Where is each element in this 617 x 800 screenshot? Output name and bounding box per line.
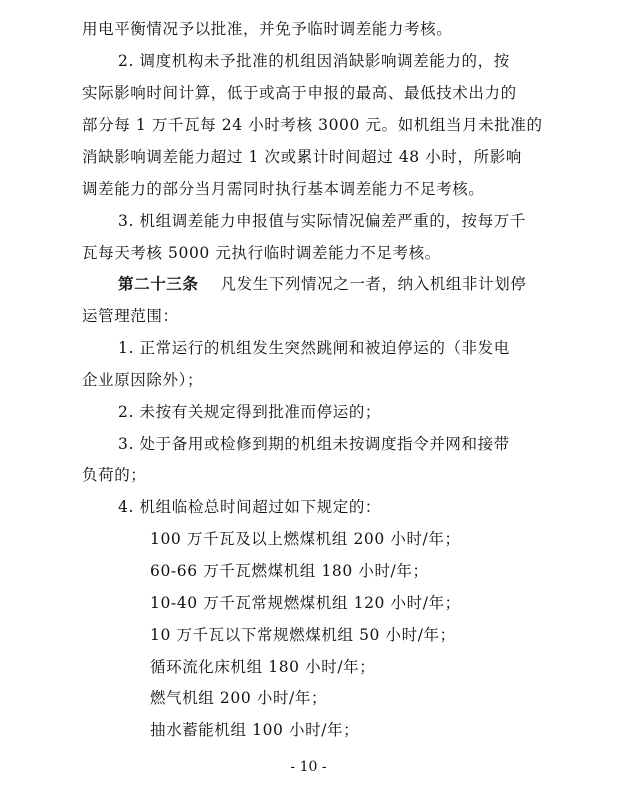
sub-item: 100 万千瓦及以上燃煤机组 200 小时/年；: [150, 530, 461, 548]
page-number: - 10 -: [290, 759, 327, 775]
article-line: [118, 274, 526, 294]
list-item: 3. 处于备用或检修到期的机组未按调度指令并网和接带: [118, 435, 510, 453]
list-item: 1. 正常运行的机组发生突然跳闸和被迫停运的（非发电: [118, 339, 510, 357]
sub-item: 循环流化床机组 180 小时/年；: [150, 658, 376, 676]
sub-item: 10 万千瓦以下常规燃煤机组 50 小时/年；: [150, 626, 456, 644]
paragraph-line: 负荷的；: [82, 466, 147, 484]
article-heading: 第二十三条: [118, 274, 199, 293]
paragraph-line: 企业原因除外）；: [82, 371, 204, 389]
paragraph-line: 部分每 1 万千瓦每 24 小时考核 3000 元。如机组当月未批准的: [82, 116, 543, 134]
paragraph-line: 运管理范围：: [82, 307, 179, 325]
paragraph-line: 2. 调度机构未予批准的机组因消缺影响调差能力的，按: [118, 52, 510, 70]
paragraph-line: 实际影响时间计算，低于或高于申报的最高、最低技术出力的: [82, 84, 517, 102]
paragraph-line: 瓦每天考核 5000 元执行临时调差能力不足考核。: [82, 244, 441, 262]
sub-item: 10-40 万千瓦常规燃煤机组 120 小时/年；: [150, 594, 461, 612]
sub-item: 燃气机组 200 小时/年；: [150, 689, 328, 707]
list-item: 2. 未按有关规定得到批准而停运的；: [118, 403, 382, 421]
sub-item: 60-66 万千瓦燃煤机组 180 小时/年；: [150, 562, 429, 580]
paragraph-line: 调差能力的部分当月需同时执行基本调差能力不足考核。: [82, 180, 485, 198]
article-text: 凡发生下列情况之一者，纳入机组非计划停: [220, 275, 527, 293]
list-item: 4. 机组临检总时间超过如下规定的：: [118, 498, 382, 516]
paragraph-line: 消缺影响调差能力超过 1 次或累计时间超过 48 小时，所影响: [82, 148, 522, 166]
sub-item: 抽水蓄能机组 100 小时/年；: [150, 721, 360, 739]
paragraph-line: 用电平衡情况予以批准，并免予临时调差能力考核。: [82, 20, 453, 38]
paragraph-line: 3. 机组调差能力申报值与实际情况偏差严重的，按每万千: [118, 212, 526, 230]
